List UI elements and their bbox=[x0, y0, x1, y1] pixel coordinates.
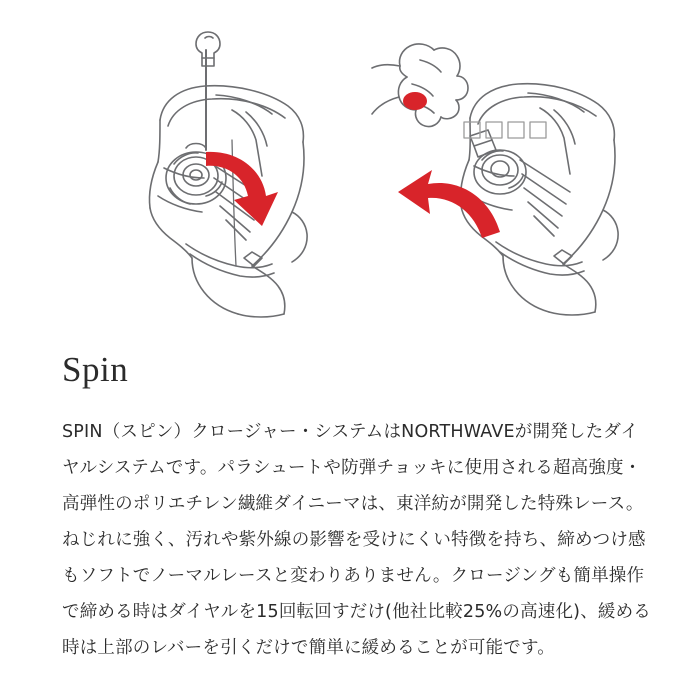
illustration-svg bbox=[0, 0, 700, 345]
hand-drawing bbox=[372, 44, 468, 127]
left-shoe-drawing bbox=[149, 32, 307, 317]
text-block bbox=[62, 348, 652, 666]
lace-squares bbox=[464, 122, 546, 138]
illustration-figure bbox=[0, 0, 700, 345]
body-paragraph: SPIN（スピン）クロージャー・システムはNORTHWAVEが開発したダイヤルシステムです。パラシュートや防弾チョッキに使用される超高強度・高弾性のポリエチレン繊維ダイニーマは、東洋紡が開発した特殊レース。ねじれに強く、汚れや紫外線の影響を受けにくい特徴を持ち、締めつけ感もソフトでノーマルレースと変わりありません。クロージングも簡単操作で締める時はダイヤルを15回転回すだけ(他社比較25%の高速化)、緩める時は上部のレバーを引くだけで簡単に緩めることが可能です。 bbox=[62, 422, 651, 658]
spin-dial-right bbox=[474, 150, 526, 194]
right-shoe-drawing bbox=[460, 84, 618, 315]
pull-handle-top bbox=[196, 32, 220, 66]
page-title: Spin bbox=[62, 350, 129, 389]
thumb-highlight bbox=[403, 92, 427, 110]
arrow-right-release bbox=[398, 170, 500, 238]
